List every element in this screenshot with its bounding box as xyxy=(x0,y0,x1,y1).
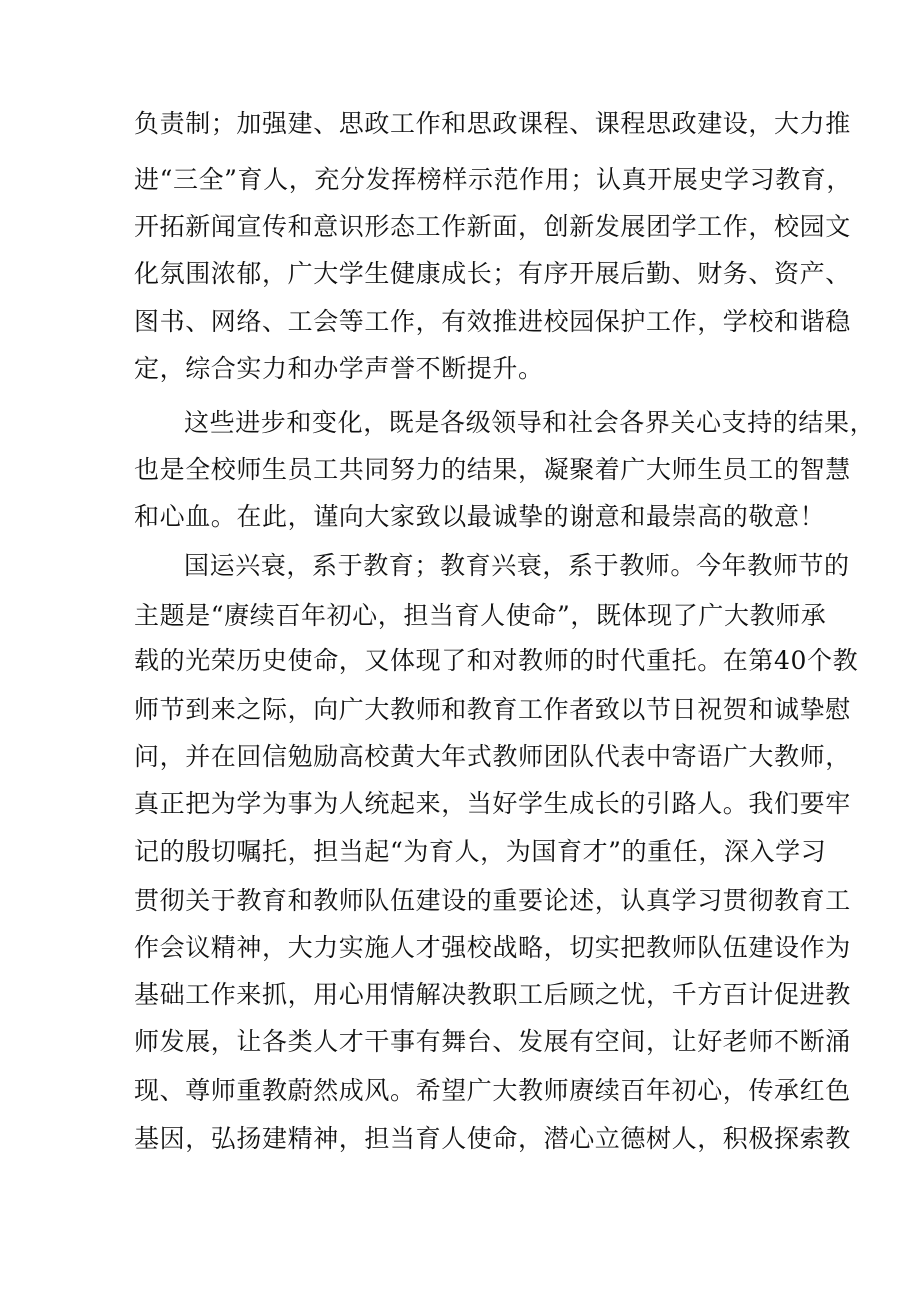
text-line: 也是全校师生员工共同努力的结果，凝聚着广大师生员工的智慧 xyxy=(134,455,851,484)
text-line: 化氛围浓郁，广大学生健康成长；有序开展后勤、财务、资产、 xyxy=(134,259,851,288)
text-line: 师发展，让各类人才干事有舞台、发展有空间，让好老师不断涌 xyxy=(134,1027,851,1056)
text-line: 记的殷切嘱托，担当起“为育人，为国育才”的重任，深入学习 xyxy=(134,837,827,866)
text-line: 定，综合实力和办学声誉不断提升。 xyxy=(134,354,544,383)
text-line: 图书、网络、工会等工作，有效推进校园保护工作，学校和谐稳 xyxy=(134,307,851,336)
text-line: 和心血。在此，谨向大家致以最诚挚的谢意和最崇高的敬意！ xyxy=(134,502,826,531)
text-line: 作会议精神，大力实施人才强校战略，切实把教师队伍建设作为 xyxy=(134,933,851,962)
text-line: 进“三全”育人，充分发挥榜样示范作用；认真开展史学习教育， xyxy=(134,165,852,194)
text-line: 载的光荣历史使命，又体现了和对教师的时代重托。在第40个教 xyxy=(134,646,859,675)
text-line: 负责制；加强建、思政工作和思政课程、课程思政建设，大力推 xyxy=(134,109,851,138)
text-line: 真正把为学为事为人统起来，当好学生成长的引路人。我们要牢 xyxy=(134,789,851,818)
text-line: 开拓新闻宣传和意识形态工作新面，创新发展团学工作，校园文 xyxy=(134,212,851,241)
text-line: 师节到来之际，向广大教师和教育工作者致以节日祝贺和诚挚慰 xyxy=(134,695,851,724)
text-line: 基础工作来抓，用心用情解决教职工后顾之忧，千方百计促进教 xyxy=(134,980,851,1009)
text-line: 现、尊师重教蔚然成风。希望广大教师赓续百年初心，传承红色 xyxy=(134,1076,851,1105)
text-line: 这些进步和变化，既是各级领导和社会各界关心支持的结果， xyxy=(184,408,876,437)
text-line: 主题是“赓续百年初心，担当育人使命”，既体现了广大教师承 xyxy=(134,601,827,630)
text-line: 贯彻关于教育和教师队伍建设的重要论述，认真学习贯彻教育工 xyxy=(134,886,851,915)
text-line: 国运兴衰，系于教育；教育兴衰，系于教师。今年教师节的 xyxy=(184,551,850,580)
text-line: 基因，弘扬建精神，担当育人使命，潜心立德树人，积极探索教 xyxy=(134,1124,851,1153)
text-line: 问，并在回信勉励高校黄大年式教师团队代表中寄语广大教师， xyxy=(134,742,851,771)
